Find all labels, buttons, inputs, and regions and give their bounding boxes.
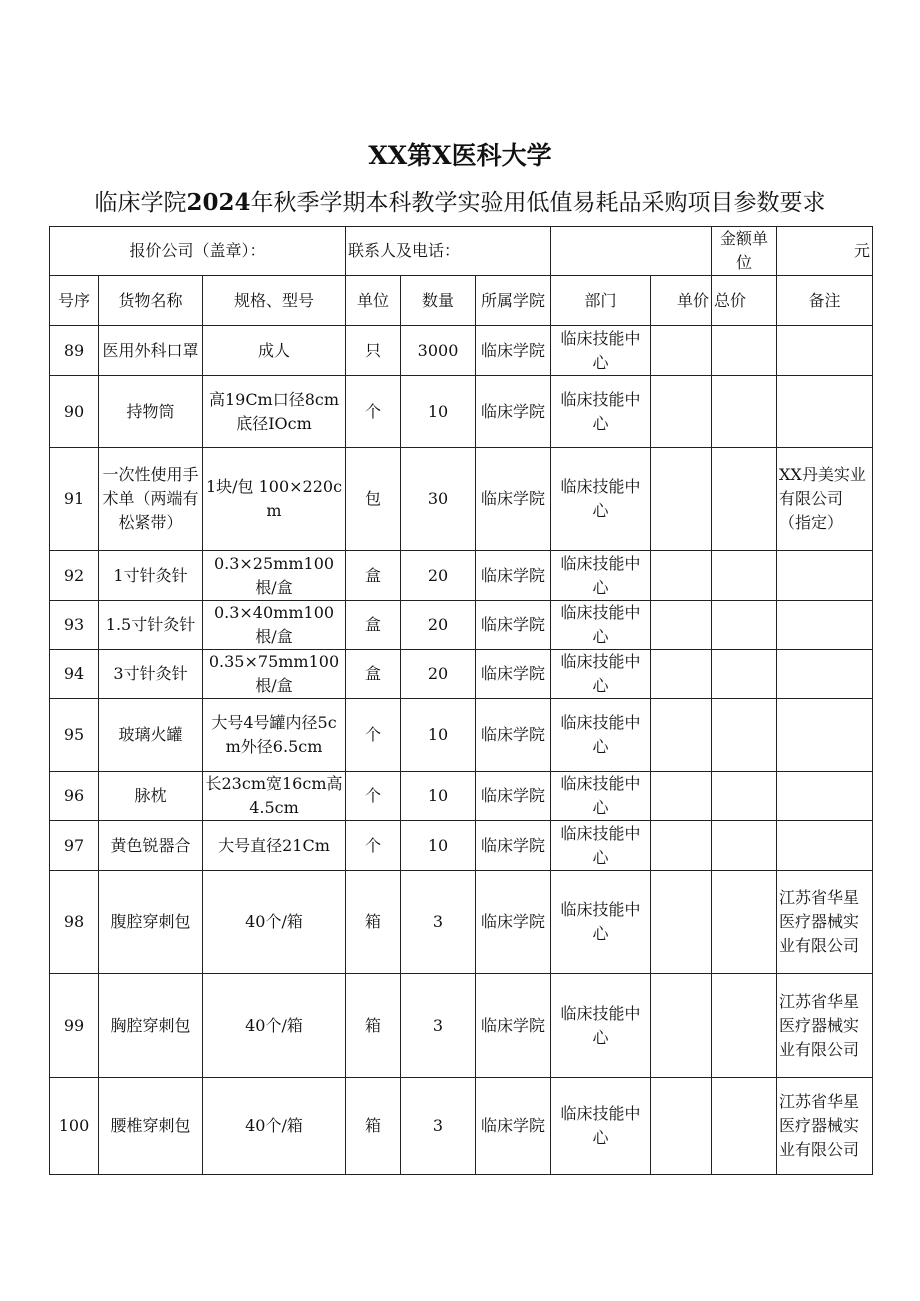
row-name: 黄色锐器合 [99, 821, 203, 871]
row-note: 江苏省华星医疗器械实业有限公司 [777, 871, 873, 974]
row-spec: 大号4号罐内径5cm外径6.5cm [203, 699, 346, 772]
row-unit: 个 [346, 376, 401, 448]
row-unit: 个 [346, 821, 401, 871]
row-dept: 临床技能中心 [551, 376, 651, 448]
subtitle-year: 2024 [186, 189, 251, 216]
row-seq: 95 [50, 699, 99, 772]
row-total[interactable] [712, 601, 777, 650]
row-name: 腰椎穿刺包 [99, 1078, 203, 1175]
row-note [777, 601, 873, 650]
procurement-table [49, 226, 873, 1175]
row-spec: 0.3×25mm100根/盒 [203, 551, 346, 601]
subtitle-part-b: 年秋季学期本科教学实验用低值易耗品采购项目参数要求 [250, 190, 826, 216]
row-price[interactable] [651, 650, 712, 699]
row-total[interactable] [712, 699, 777, 772]
row-seq: 93 [50, 601, 99, 650]
row-total[interactable] [712, 376, 777, 448]
header-seq: 号序 [50, 276, 99, 326]
row-unit: 盒 [346, 601, 401, 650]
header-spec: 规格、型号 [203, 276, 346, 326]
row-college: 临床学院 [476, 699, 551, 772]
header-qty: 数量 [401, 276, 476, 326]
row-total[interactable] [712, 551, 777, 601]
row-unit: 箱 [346, 871, 401, 974]
row-spec: 长23cm宽16cm高4.5cm [203, 772, 346, 821]
subtitle-part-a: 临床学院 [94, 190, 187, 216]
row-qty: 3 [401, 974, 476, 1078]
row-price[interactable] [651, 1078, 712, 1175]
row-price[interactable] [651, 326, 712, 376]
row-qty: 10 [401, 772, 476, 821]
row-seq: 100 [50, 1078, 99, 1175]
table-row [50, 821, 873, 871]
row-note [777, 699, 873, 772]
row-dept: 临床技能中心 [551, 821, 651, 871]
row-seq: 96 [50, 772, 99, 821]
row-seq: 98 [50, 871, 99, 974]
row-unit: 盒 [346, 650, 401, 699]
row-name: 医用外科口罩 [99, 326, 203, 376]
header-note: 备注 [777, 276, 873, 326]
row-college: 临床学院 [476, 601, 551, 650]
table-row [50, 601, 873, 650]
row-spec: 1块/包 100×220cm [203, 448, 346, 551]
table-row [50, 551, 873, 601]
contact-value[interactable] [551, 227, 712, 276]
table-row [50, 326, 873, 376]
row-unit: 包 [346, 448, 401, 551]
row-total[interactable] [712, 448, 777, 551]
row-name: 腹腔穿刺包 [99, 871, 203, 974]
row-dept: 临床技能中心 [551, 551, 651, 601]
row-price[interactable] [651, 376, 712, 448]
row-college: 临床学院 [476, 772, 551, 821]
row-qty: 3 [401, 1078, 476, 1175]
row-seq: 89 [50, 326, 99, 376]
row-spec: 40个/箱 [203, 974, 346, 1078]
row-price[interactable] [651, 974, 712, 1078]
document-title: XX第X医科大学 [368, 141, 552, 170]
row-dept: 临床技能中心 [551, 871, 651, 974]
company-label: 报价公司（盖章）： [50, 227, 346, 276]
row-unit: 盒 [346, 551, 401, 601]
row-spec: 40个/箱 [203, 1078, 346, 1175]
row-note [777, 772, 873, 821]
row-qty: 20 [401, 551, 476, 601]
row-qty: 20 [401, 601, 476, 650]
row-spec: 0.3×40mm100根/盒 [203, 601, 346, 650]
row-qty: 10 [401, 699, 476, 772]
row-unit: 箱 [346, 974, 401, 1078]
header-price: 单价 [651, 276, 712, 326]
currency-value: 元 [777, 227, 873, 276]
row-unit: 个 [346, 772, 401, 821]
row-seq: 97 [50, 821, 99, 871]
row-name: 3寸针灸针 [99, 650, 203, 699]
header-college: 所属学院 [476, 276, 551, 326]
row-name: 一次性使用手术单（两端有松紧带） [99, 448, 203, 551]
row-spec: 大号直径21Cm [203, 821, 346, 871]
row-college: 临床学院 [476, 821, 551, 871]
row-note [777, 551, 873, 601]
table-row [50, 448, 873, 551]
row-seq: 99 [50, 974, 99, 1078]
row-college: 临床学院 [476, 650, 551, 699]
row-total[interactable] [712, 650, 777, 699]
row-name: 脉枕 [99, 772, 203, 821]
row-total[interactable] [712, 974, 777, 1078]
row-college: 临床学院 [476, 376, 551, 448]
row-dept: 临床技能中心 [551, 326, 651, 376]
row-unit: 只 [346, 326, 401, 376]
row-note [777, 326, 873, 376]
row-name: 1寸针灸针 [99, 551, 203, 601]
header-dept: 部门 [551, 276, 651, 326]
table-row [50, 376, 873, 448]
row-college: 临床学院 [476, 871, 551, 974]
row-price[interactable] [651, 772, 712, 821]
row-name: 1.5寸针灸针 [99, 601, 203, 650]
table-row [50, 1078, 873, 1175]
row-spec: 0.35×75mm100根/盒 [203, 650, 346, 699]
row-spec: 成人 [203, 326, 346, 376]
row-seq: 91 [50, 448, 99, 551]
row-note: 江苏省华星医疗器械实业有限公司 [777, 1078, 873, 1175]
amount-unit-label: 金额单位 [712, 227, 777, 276]
row-note: XX丹美实业有限公司（指定） [777, 448, 873, 551]
row-name: 玻璃火罐 [99, 699, 203, 772]
header-name: 货物名称 [99, 276, 203, 326]
row-qty: 10 [401, 821, 476, 871]
row-seq: 94 [50, 650, 99, 699]
row-total[interactable] [712, 871, 777, 974]
row-price[interactable] [651, 821, 712, 871]
row-price[interactable] [651, 551, 712, 601]
row-college: 临床学院 [476, 1078, 551, 1175]
row-seq: 90 [50, 376, 99, 448]
row-name: 胸腔穿刺包 [99, 974, 203, 1078]
table-row [50, 650, 873, 699]
table-row [50, 871, 873, 974]
form-row [50, 227, 873, 276]
table-row [50, 772, 873, 821]
row-spec: 高19Cm口径8cm底径IOcm [203, 376, 346, 448]
row-name: 持物筒 [99, 376, 203, 448]
document-subtitle [0, 184, 920, 217]
row-note [777, 821, 873, 871]
row-qty: 20 [401, 650, 476, 699]
header-total: 总价 [712, 276, 777, 326]
row-college: 临床学院 [476, 448, 551, 551]
row-unit: 个 [346, 699, 401, 772]
row-price[interactable] [651, 699, 712, 772]
row-qty: 30 [401, 448, 476, 551]
row-spec: 40个/箱 [203, 871, 346, 974]
row-note [777, 650, 873, 699]
row-note: 江苏省华星医疗器械实业有限公司 [777, 974, 873, 1078]
row-dept: 临床技能中心 [551, 601, 651, 650]
header-unit: 单位 [346, 276, 401, 326]
row-price[interactable] [651, 601, 712, 650]
row-qty: 10 [401, 376, 476, 448]
row-total[interactable] [712, 1078, 777, 1175]
row-dept: 临床技能中心 [551, 699, 651, 772]
row-total[interactable] [712, 821, 777, 871]
row-dept: 临床技能中心 [551, 772, 651, 821]
row-unit: 箱 [346, 1078, 401, 1175]
row-qty: 3 [401, 871, 476, 974]
row-total[interactable] [712, 772, 777, 821]
table-row [50, 699, 873, 772]
contact-label: 联系人及电话： [346, 227, 551, 276]
row-college: 临床学院 [476, 551, 551, 601]
row-dept: 临床技能中心 [551, 448, 651, 551]
row-qty: 3000 [401, 326, 476, 376]
row-college: 临床学院 [476, 974, 551, 1078]
row-dept: 临床技能中心 [551, 974, 651, 1078]
row-seq: 92 [50, 551, 99, 601]
row-note [777, 376, 873, 448]
row-total[interactable] [712, 326, 777, 376]
header-row [50, 276, 873, 326]
table-row [50, 974, 873, 1078]
row-price[interactable] [651, 871, 712, 974]
row-dept: 临床技能中心 [551, 1078, 651, 1175]
row-price[interactable] [651, 448, 712, 551]
row-college: 临床学院 [476, 326, 551, 376]
row-dept: 临床技能中心 [551, 650, 651, 699]
